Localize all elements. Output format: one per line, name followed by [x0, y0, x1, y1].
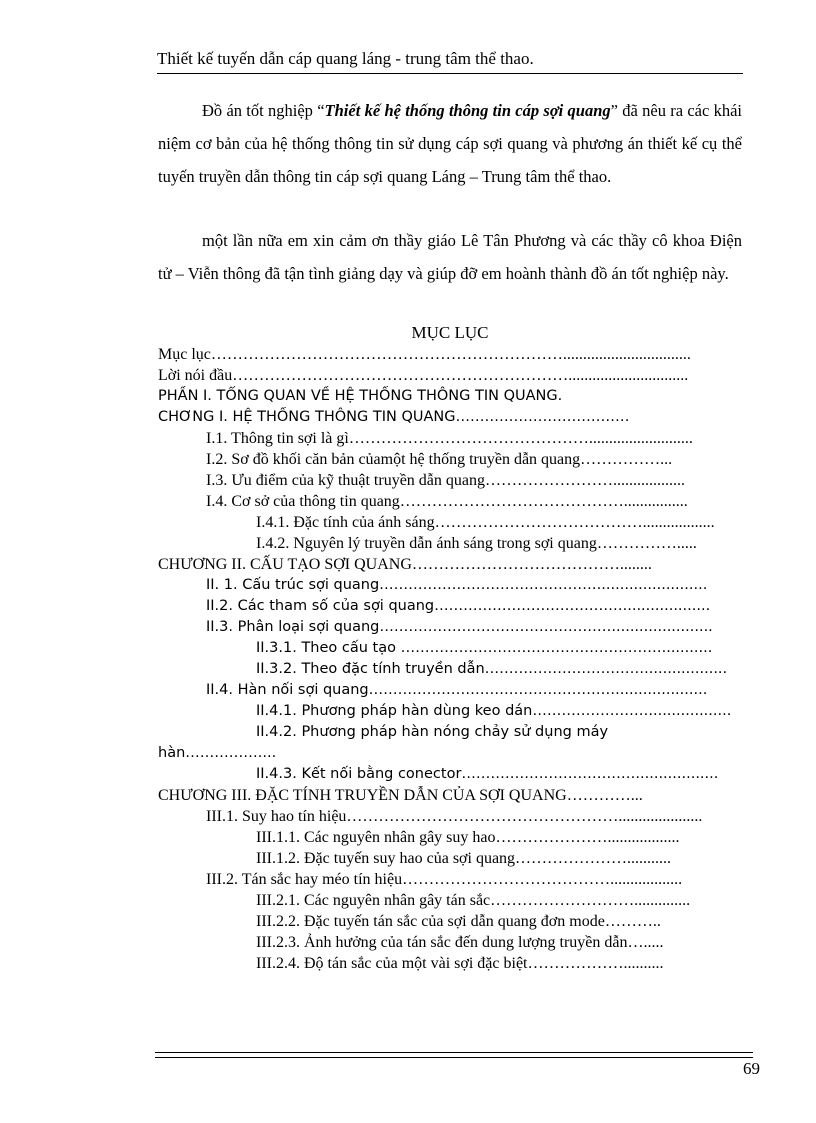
- toc-entry-loi-noi-dau: Lời nói đầu………………………………………………………..............................: [158, 367, 689, 384]
- toc-entry-section: II. 1. Cấu trúc sợi quang………………………………………........................: [206, 577, 708, 593]
- toc-entry-section: II.4. Hàn nối sợi quang……………………………………………....................: [206, 682, 708, 698]
- toc-entry-subsection: I.4.1. Đặc tính của ánh sáng…………………………………..................: [256, 514, 715, 531]
- toc-entry-section: I.4. Cơ sở của thông tin quang……………………………………................: [206, 493, 688, 510]
- toc-entry-section: I.2. Sơ đồ khối căn bản củamột hệ thống truyền dẫn quang……………...: [206, 451, 673, 468]
- header-title: Thiết kế tuyến dẫn cáp quang láng - trung tâm thể thao.: [157, 49, 534, 68]
- toc-entry-section: II.3. Phân loại sợi quang…………………………………………......................: [206, 619, 713, 635]
- thesis-title: Thiết kế hệ thống thông tin cáp sợi quang: [324, 101, 611, 120]
- table-of-contents: [158, 344, 748, 974]
- para2-text: một lần nữa em xin cảm ơn thầy giáo Lê Tân Phương và các thầy cô khoa Điện tử – Viễn thông đã tận tình giảng dạy và giúp đỡ em hoành thành đồ án tốt nghiệp này.: [158, 231, 742, 283]
- para1-suffix: ” đã nêu ra các khái niệm cơ bản của hệ thống thông tin sử dụng cáp sợi quang và phương án thiết kế cụ thể tuyến truyền dẫn thông tin cáp sợi quang Láng – Trung tâm thể thao.: [158, 101, 743, 186]
- toc-entry-section: III.1. Suy hao tín hiệu…………………………………………….....................: [206, 808, 703, 825]
- toc-title: MỤC LỤC: [411, 323, 489, 342]
- toc-entry-continuation: hàn……………....: [158, 745, 277, 761]
- toc-entry-subsection: III.2.4. Độ tán sắc của một vài sợi đặc biệt………………..........: [256, 955, 664, 972]
- page-header: [157, 48, 743, 74]
- toc-entry-part-1: PHẦN I. TỔNG QUAN VỀ HỆ THỐNG THÔNG TIN QUANG.: [158, 388, 563, 404]
- toc-entry-section: I.3. Ưu điểm của kỹ thuật truyền dẫn quang……………………..................: [206, 472, 686, 489]
- para1-prefix: Đồ án tốt nghiệp “: [202, 101, 325, 120]
- closing-paragraph-2: [158, 224, 742, 290]
- toc-entry-chapter-2: CHƯƠNG II. CẤU TẠO SỢI QUANG…………………………………........: [158, 556, 652, 573]
- toc-entry-subsection: II.3.2. Theo đặc tính truyền dẫn……………………………..................: [256, 661, 728, 677]
- toc-entry-subsection: III.2.1. Các nguyên nhân gây tán sắc………………………..............: [256, 892, 691, 909]
- toc-entry-subsection: III.2.2. Đặc tuyến tán sắc của sợi dẫn quang đơn mode………..: [256, 913, 661, 930]
- toc-entry-subsection: II.4.2. Phương pháp hàn nóng chảy sử dụng máy: [256, 724, 609, 740]
- closing-paragraph-1: [158, 94, 742, 193]
- toc-entry-muc-luc: Mục lục…………………………………………………………................................: [158, 346, 691, 363]
- footer-divider: [155, 1052, 753, 1058]
- toc-entry-section: II.2. Các tham số của sợi quang…………………………………...................: [206, 598, 711, 614]
- toc-entry-subsection: II.4.1. Phương pháp hàn dùng keo dán……………………..................: [256, 703, 732, 719]
- toc-entry-section: I.1. Thông tin sợi là gì………………………………………..........................: [206, 430, 693, 447]
- toc-entry-subsection: II.4.3. Kết nối bằng conector………………………………..................: [256, 766, 719, 782]
- toc-entry-subsection: III.2.3. Ảnh hưởng của tán sắc đến dung lượng truyền dẫn….....: [256, 934, 664, 951]
- toc-entry-subsection: III.1.2. Đặc tuyến suy hao của sợi quang…………………...........: [256, 850, 672, 867]
- toc-entry-chapter-1: CHƠNG I. HỆ THỐNG THÔNG TIN QUANG………………………………: [158, 409, 630, 425]
- page-number: 69: [743, 1059, 760, 1078]
- toc-entry-subsection: I.4.2. Nguyên lý truyền dẫn ánh sáng trong sợi quang…………….....: [256, 535, 697, 552]
- toc-entry-section: III.2. Tán sắc hay méo tín hiệu…………………………………..................: [206, 871, 683, 888]
- toc-entry-chapter-3: CHƯƠNG III. ĐẶC TÍNH TRUYỀN DẪN CỦA SỢI QUANG…………...: [158, 787, 643, 804]
- toc-entry-subsection: II.3.1. Theo cấu tạo ………………………………………………...........: [256, 640, 713, 656]
- toc-entry-subsection: III.1.1. Các nguyên nhân gây suy hao…………………..................: [256, 829, 680, 846]
